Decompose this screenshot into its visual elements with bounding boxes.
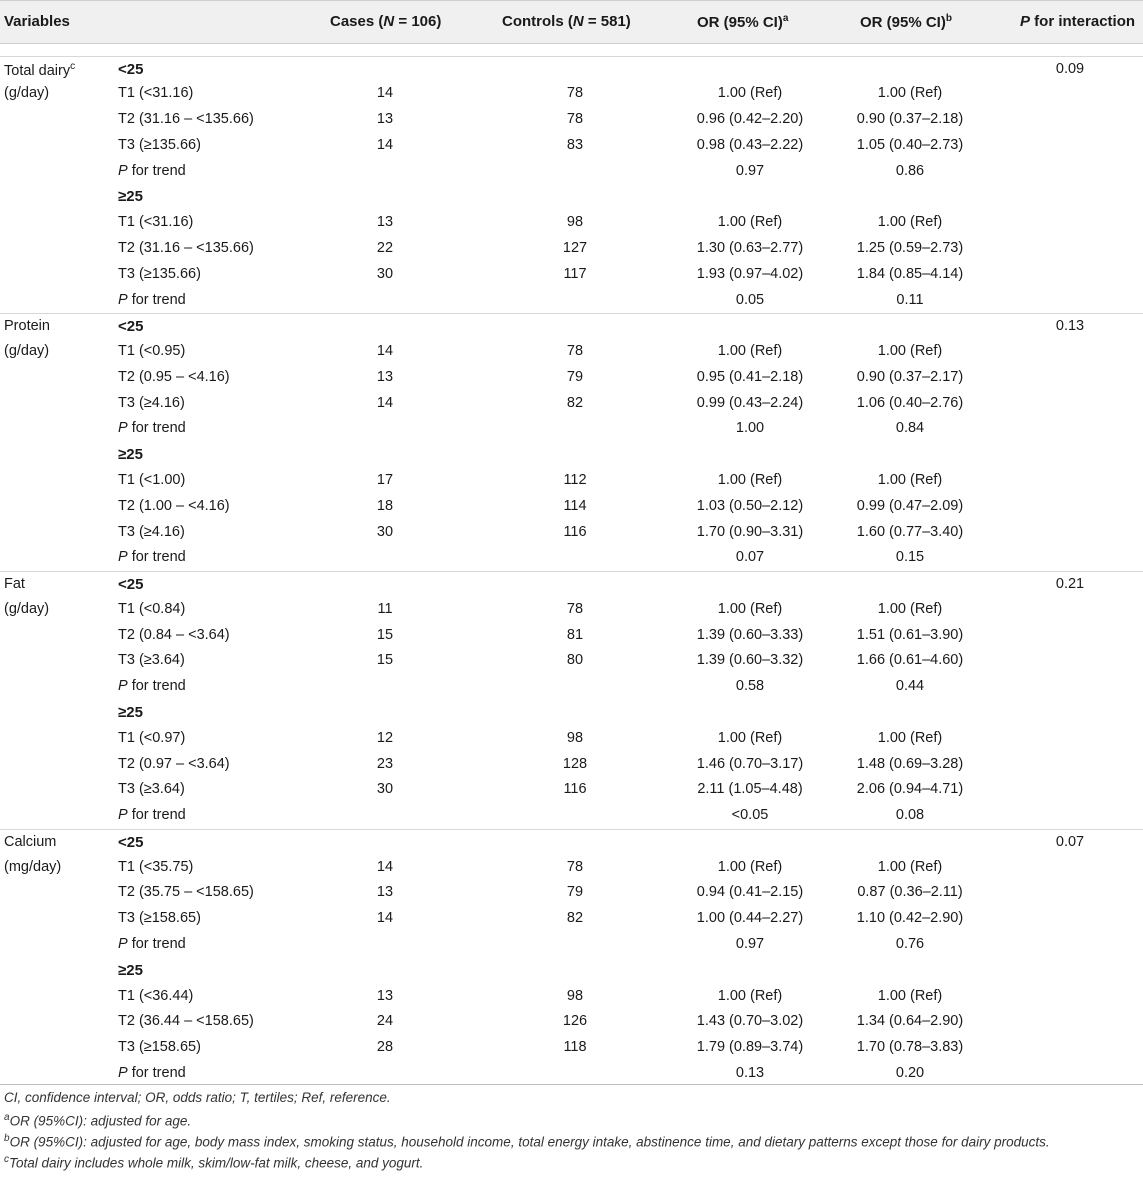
table-row	[0, 520, 1143, 546]
tertile-label: T1 (<0.97)	[118, 729, 186, 746]
table-row	[0, 468, 1143, 494]
or-age-adjusted: 0.94 (0.41–2.15)	[696, 884, 804, 901]
table-row	[0, 571, 1143, 598]
controls-count: 83	[566, 136, 584, 153]
variable-name-text: Total dairy	[4, 62, 71, 79]
tertile-label: T2 (31.16 – <135.66)	[118, 111, 254, 128]
cases-count: 30	[376, 265, 394, 282]
table-row	[0, 726, 1143, 752]
bmi-group-label: ≥25	[118, 446, 143, 464]
p-for-trend-label: P for trend	[118, 291, 186, 308]
or-fully-adjusted: 0.90 (0.37–2.17)	[856, 368, 964, 385]
or-fully-adjusted: 1.00 (Ref)	[877, 600, 943, 617]
controls-count: 78	[566, 343, 584, 360]
cases-count: 13	[376, 987, 394, 1004]
tertile-label: T3 (≥135.66)	[118, 136, 201, 153]
header-or-age	[697, 13, 788, 31]
or-fully-adjusted: 1.00 (Ref)	[877, 471, 943, 488]
or-age-adjusted: 1.03 (0.50–2.12)	[696, 497, 804, 514]
tertile-label: T2 (35.75 – <158.65)	[118, 884, 254, 901]
or-age-adjusted: 1.79 (0.89–3.74)	[696, 1039, 804, 1056]
tertile-label: T3 (≥3.64)	[118, 652, 185, 669]
table-row	[0, 623, 1143, 649]
tertile-label: T1 (<36.44)	[118, 987, 194, 1004]
bmi-group-label: ≥25	[118, 961, 143, 979]
table-row	[0, 1035, 1143, 1061]
cases-count: 24	[376, 1013, 394, 1030]
table-row	[0, 752, 1143, 778]
header-or-adjusted	[860, 13, 952, 31]
or-fully-adjusted: 1.51 (0.61–3.90)	[856, 626, 964, 643]
controls-count: 98	[566, 729, 584, 746]
bmi-group-label: ≥25	[118, 704, 143, 721]
cases-count: 13	[376, 111, 394, 128]
controls-count: 118	[563, 1039, 587, 1056]
or-fully-adjusted: 0.11	[896, 291, 924, 308]
variable-name: Fat	[4, 576, 25, 593]
or-fully-adjusted: 0.90 (0.37–2.18)	[856, 111, 964, 128]
table-row	[0, 958, 1143, 984]
or-age-adjusted: 1.00 (0.44–2.27)	[696, 910, 804, 927]
table-row	[0, 855, 1143, 881]
or-fully-adjusted: 1.00 (Ref)	[877, 987, 943, 1004]
table-row	[0, 236, 1143, 262]
or-age-adjusted: 0.98 (0.43–2.22)	[696, 136, 804, 153]
p-for-trend-label: P for trend	[118, 162, 186, 179]
tertile-label: T2 (1.00 – <4.16)	[118, 497, 230, 514]
footnote	[4, 1154, 423, 1171]
or-fully-adjusted: 1.25 (0.59–2.73)	[856, 239, 964, 256]
header-cases: Cases (N = 106)	[330, 13, 442, 30]
or-fully-adjusted: 1.10 (0.42–2.90)	[856, 910, 964, 927]
or-fully-adjusted: 1.84 (0.85–4.14)	[856, 265, 964, 282]
or-fully-adjusted: 1.00 (Ref)	[877, 858, 943, 875]
cases-count: 18	[376, 497, 394, 514]
controls-count: 78	[566, 111, 584, 128]
p-interaction-value: 0.09	[1055, 60, 1085, 77]
tertile-label: T3 (≥3.64)	[118, 781, 185, 798]
table-row	[0, 777, 1143, 803]
tertile-label: T2 (36.44 – <158.65)	[118, 1013, 254, 1030]
tertile-label: T1 (<0.95)	[118, 343, 186, 360]
or-fully-adjusted: 1.00 (Ref)	[877, 214, 943, 231]
or-fully-adjusted: 2.06 (0.94–4.71)	[856, 781, 964, 798]
controls-count: 128	[562, 755, 588, 772]
controls-count: 112	[563, 471, 587, 488]
variable-name: (g/day)	[4, 343, 50, 360]
or-fully-adjusted: 0.99 (0.47–2.09)	[856, 497, 964, 514]
controls-count: 127	[562, 239, 588, 256]
controls-count: 80	[566, 652, 584, 669]
controls-count: 126	[562, 1013, 588, 1030]
or-fully-adjusted: 1.00 (Ref)	[877, 85, 943, 102]
cases-count: 15	[376, 652, 394, 669]
footnote-text: OR (95%CI): adjusted for age, body mass index, smoking status, household income, total energy intake, abstinence time, and dietary patterns except those for dairy products.	[9, 1134, 1050, 1150]
or-age-adjusted: 1.00 (Ref)	[717, 600, 783, 617]
or-age-adjusted: 1.70 (0.90–3.31)	[696, 523, 804, 540]
or-fully-adjusted: 0.08	[895, 807, 925, 824]
cases-count: 11	[377, 600, 393, 617]
cases-count: 14	[376, 343, 394, 360]
bmi-group-label: <25	[118, 576, 144, 594]
header-or-adjusted-label: OR (95% CI)	[860, 14, 946, 31]
or-fully-adjusted: 1.05 (0.40–2.73)	[856, 136, 964, 153]
header-or-age-label: OR (95% CI)	[697, 14, 783, 31]
variable-name-sup: c	[70, 60, 76, 72]
controls-count: 116	[563, 781, 587, 798]
bmi-group-label: ≥25	[118, 188, 143, 206]
or-age-adjusted: 1.00 (Ref)	[717, 987, 783, 1004]
tertile-label: T1 (<31.16)	[118, 214, 194, 231]
or-fully-adjusted: 1.00 (Ref)	[877, 729, 943, 746]
or-fully-adjusted: 1.34 (0.64–2.90)	[856, 1013, 964, 1030]
tertile-label: T2 (0.84 – <3.64)	[118, 626, 230, 643]
or-age-adjusted: 1.00 (Ref)	[717, 858, 783, 875]
or-age-adjusted: 0.13	[735, 1064, 765, 1081]
table-row	[0, 1061, 1143, 1087]
or-fully-adjusted: 1.66 (0.61–4.60)	[856, 652, 964, 669]
table-row	[0, 313, 1143, 340]
tertile-label: T2 (0.95 – <4.16)	[118, 368, 230, 385]
table-row	[0, 184, 1143, 210]
cases-count: 30	[376, 781, 394, 798]
table-row	[0, 932, 1143, 958]
footnote-text: CI, confidence interval; OR, odds ratio; T, tertiles; Ref, reference.	[4, 1090, 391, 1105]
table-row	[0, 133, 1143, 159]
footnote-text: OR (95%CI): adjusted for age.	[9, 1113, 192, 1129]
tertile-label: T2 (0.97 – <3.64)	[118, 755, 230, 772]
or-age-adjusted: 1.00 (Ref)	[717, 471, 783, 488]
or-age-adjusted: 0.96 (0.42–2.20)	[696, 111, 804, 128]
or-fully-adjusted: 0.20	[895, 1064, 925, 1081]
or-age-adjusted: 0.07	[735, 549, 765, 566]
cases-count: 17	[376, 471, 394, 488]
p-interaction-value: 0.21	[1055, 576, 1085, 593]
header-p-interaction: P for interaction	[1020, 13, 1136, 30]
tertile-label: T1 (<31.16)	[118, 85, 194, 102]
table-row	[0, 56, 1143, 83]
cases-count: 13	[376, 884, 394, 901]
p-for-trend-label: P for trend	[118, 936, 186, 953]
cases-count: 14	[376, 394, 394, 411]
table-row	[0, 545, 1143, 571]
header-controls: Controls (N = 581)	[502, 13, 631, 30]
table-row	[0, 210, 1143, 236]
or-age-adjusted: 2.11 (1.05–4.48)	[697, 781, 803, 798]
or-fully-adjusted: 0.76	[895, 936, 925, 953]
or-fully-adjusted: 0.87 (0.36–2.11)	[857, 884, 963, 901]
cases-count: 28	[376, 1039, 394, 1056]
variable-name: (mg/day)	[4, 858, 62, 875]
bmi-group-label: <25	[118, 318, 144, 336]
controls-count: 82	[566, 394, 584, 411]
cases-count: 14	[376, 858, 394, 875]
table-row	[0, 262, 1143, 288]
controls-count: 117	[563, 265, 587, 282]
p-for-trend-label: P for trend	[118, 807, 186, 824]
or-age-adjusted: 1.00 (Ref)	[717, 85, 783, 102]
or-age-adjusted: 1.43 (0.70–3.02)	[696, 1013, 804, 1030]
tertile-label: T3 (≥4.16)	[118, 394, 185, 411]
or-fully-adjusted: 1.60 (0.77–3.40)	[856, 523, 964, 540]
controls-count: 98	[566, 214, 584, 231]
or-age-adjusted: 1.00 (Ref)	[717, 214, 783, 231]
p-for-trend-label: P for trend	[118, 420, 186, 437]
table-row	[0, 906, 1143, 932]
or-age-adjusted: 0.58	[735, 678, 765, 695]
table-row	[0, 700, 1143, 726]
p-for-trend-label: P for trend	[118, 549, 186, 566]
table-row	[0, 81, 1143, 107]
cases-count: 30	[376, 523, 394, 540]
cases-count: 15	[376, 626, 394, 643]
table-row	[0, 674, 1143, 700]
footnote	[4, 1133, 1050, 1150]
table-row	[0, 984, 1143, 1010]
controls-count: 82	[566, 910, 584, 927]
tertile-label: T1 (<0.84)	[118, 600, 186, 617]
table-row	[0, 803, 1143, 829]
footnote-marker: c	[4, 1154, 9, 1165]
or-fully-adjusted: 1.70 (0.78–3.83)	[856, 1039, 964, 1056]
or-age-adjusted: <0.05	[731, 807, 769, 824]
variable-name: Protein	[4, 318, 50, 335]
controls-count: 114	[563, 497, 587, 514]
bmi-group-label: <25	[118, 60, 144, 78]
table-row	[0, 829, 1143, 856]
tertile-label: T1 (<1.00)	[118, 471, 186, 488]
table-row	[0, 597, 1143, 623]
table-row	[0, 416, 1143, 442]
or-age-adjusted: 1.39 (0.60–3.32)	[696, 652, 804, 669]
controls-count: 79	[566, 884, 584, 901]
footnote	[4, 1090, 391, 1105]
cases-count: 13	[376, 368, 394, 385]
footnote-marker: a	[4, 1112, 10, 1123]
table-row	[0, 288, 1143, 314]
or-fully-adjusted: 0.86	[895, 162, 925, 179]
or-fully-adjusted: 0.44	[895, 678, 925, 695]
table-row	[0, 880, 1143, 906]
cases-count: 14	[376, 910, 394, 927]
p-interaction-value: 0.07	[1055, 833, 1085, 850]
table-row	[0, 365, 1143, 391]
or-fully-adjusted: 1.00 (Ref)	[877, 343, 943, 360]
cases-count: 22	[376, 239, 394, 256]
tertile-label: T3 (≥4.16)	[118, 523, 185, 540]
or-fully-adjusted: 0.15	[895, 549, 925, 566]
footnote-text: Total dairy includes whole milk, skim/low-fat milk, cheese, and yogurt.	[9, 1155, 424, 1171]
variable-name: Calcium	[4, 833, 57, 850]
or-age-adjusted: 1.30 (0.63–2.77)	[696, 239, 804, 256]
cases-count: 14	[376, 136, 394, 153]
bmi-group-label: <25	[118, 833, 144, 851]
or-age-adjusted: 0.97	[735, 162, 765, 179]
controls-count: 78	[566, 85, 584, 102]
cases-count: 23	[376, 755, 394, 772]
or-age-adjusted: 0.05	[735, 291, 765, 308]
header-or-adjusted-sup: b	[945, 13, 952, 24]
or-age-adjusted: 0.99 (0.43–2.24)	[696, 394, 804, 411]
table-row	[0, 391, 1143, 417]
or-fully-adjusted: 1.48 (0.69–3.28)	[856, 755, 964, 772]
variable-name: (g/day)	[4, 600, 50, 617]
table-row	[0, 494, 1143, 520]
tertile-label: T2 (31.16 – <135.66)	[118, 239, 254, 256]
or-fully-adjusted: 0.84	[895, 420, 925, 437]
or-age-adjusted: 1.93 (0.97–4.02)	[696, 265, 804, 282]
tertile-label: T3 (≥135.66)	[118, 265, 201, 282]
table-row	[0, 339, 1143, 365]
variable-name	[4, 61, 75, 79]
cases-count: 12	[376, 729, 394, 746]
table-row	[0, 159, 1143, 185]
or-age-adjusted: 1.39 (0.60–3.33)	[696, 626, 804, 643]
or-age-adjusted: 0.95 (0.41–2.18)	[696, 368, 804, 385]
controls-count: 78	[566, 858, 584, 875]
controls-count: 78	[566, 600, 584, 617]
variable-name: (g/day)	[4, 85, 50, 102]
controls-count: 79	[566, 368, 584, 385]
table-row	[0, 648, 1143, 674]
or-age-adjusted: 1.00 (Ref)	[717, 343, 783, 360]
controls-count: 98	[566, 987, 584, 1004]
tertile-label: T3 (≥158.65)	[118, 910, 201, 927]
cases-count: 13	[376, 214, 394, 231]
footnote-marker: b	[4, 1133, 10, 1144]
controls-count: 116	[563, 523, 587, 540]
or-age-adjusted: 0.97	[735, 936, 765, 953]
table-bottom-rule	[0, 1084, 1143, 1085]
table-row	[0, 442, 1143, 468]
header-variables: Variables	[4, 13, 70, 30]
table-row	[0, 1009, 1143, 1035]
footnote	[4, 1112, 191, 1129]
tertile-label: T3 (≥158.65)	[118, 1039, 201, 1056]
or-age-adjusted: 1.46 (0.70–3.17)	[696, 755, 804, 772]
p-interaction-value: 0.13	[1055, 318, 1085, 335]
cases-count: 14	[376, 85, 394, 102]
controls-count: 81	[566, 626, 584, 643]
p-for-trend-label: P for trend	[118, 678, 186, 695]
tertile-label: T1 (<35.75)	[118, 858, 194, 875]
or-age-adjusted: 1.00 (Ref)	[717, 729, 783, 746]
or-fully-adjusted: 1.06 (0.40–2.76)	[856, 394, 964, 411]
p-for-trend-label: P for trend	[118, 1064, 186, 1081]
table-header	[0, 0, 1143, 44]
header-or-age-sup: a	[782, 13, 789, 24]
table-row	[0, 107, 1143, 133]
or-age-adjusted: 1.00	[735, 420, 765, 437]
